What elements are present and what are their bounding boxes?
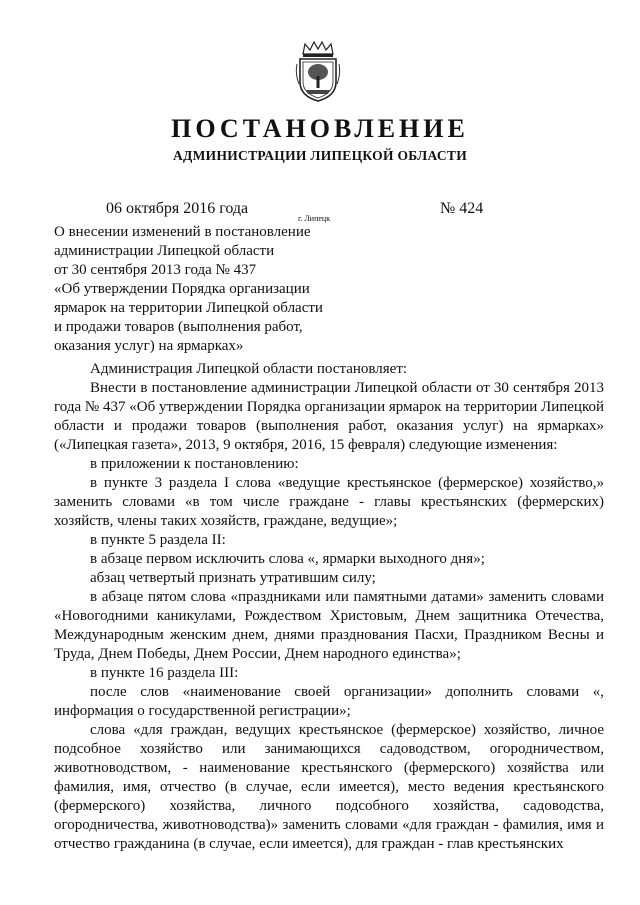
document-date: 06 октября 2016 года (106, 200, 249, 217)
body-paragraph: Внести в постановление администрации Липецкой области от 30 сентября 2013 года № 437 «Об утверждении Порядка организации ярмарок на территории Липецкой области и продажи товаров (выполнения работ, оказания услуг) на ярмарках» («Липецкая газета», 2013, 9 октября, 2016, 15 февраля) следующие изменения: (54, 380, 604, 453)
subject-line: оказания услуг) на ярмарках» (54, 338, 244, 354)
document-city: г. Липецк (298, 214, 331, 223)
document-subtitle: АДМИНИСТРАЦИИ ЛИПЕЦКОЙ ОБЛАСТИ (172, 148, 468, 163)
body-paragraph: слова «для граждан, ведущих крестьянское (фермерское) хозяйство, личное подсобное хозяйство или занимающихся садоводством, огородничеством, животноводством, - наименование крестьянского (фермерского) хозяйства или фамилия, имя, отчество (в случае, если имеется), место ведения крестьянского (фермерского) хозяйства, личного подсобного хозяйства, садоводства, огородничества, животноводства)» заменить словами «для граждан - фамилия, имя и отчество гражданина (в случае, если имеется), для граждан - глав крестьянских (54, 722, 604, 852)
document-title: ПОСТАНОВЛЕНИЕ (171, 114, 469, 143)
subject-line: администрации Липецкой области (54, 243, 275, 259)
subject-line: О внесении изменений в постановление (54, 224, 311, 240)
subject-line: от 30 сентября 2013 года № 437 (54, 262, 257, 278)
body-paragraph: после слов «наименование своей организации» дополнить словами «, информация о государственной регистрации»; (54, 684, 604, 719)
subject-line: ярмарок на территории Липецкой области (54, 300, 323, 316)
body-paragraph: в абзаце пятом слова «праздниками или памятными датами» заменить словами «Новогодними каникулами, Рождеством Христовым, Днем защитника Отечества, Международным женским днем, днями празднования Пасхи, Праздником Весны и Труда, Днем Победы, Днем России, Днем народного единства»; (54, 589, 604, 662)
document-subject (54, 223, 354, 356)
coat-of-arms-emblem (295, 40, 341, 102)
subject-line: и продажи товаров (выполнения работ, (54, 319, 303, 335)
body-paragraph: в пункте 5 раздела II: (90, 532, 226, 548)
document-number: № 424 (440, 200, 484, 217)
body-paragraph: в абзаце первом исключить слова «, ярмарки выходного дня»; (90, 551, 485, 567)
body-paragraph: Администрация Липецкой области постановляет: (90, 361, 408, 377)
body-paragraph: в пункте 16 раздела III: (90, 665, 239, 681)
subject-line: «Об утверждении Порядка организации (54, 281, 310, 297)
document-body (54, 360, 604, 854)
body-paragraph: абзац четвертый признать утратившим силу; (90, 570, 376, 586)
body-paragraph: в приложении к постановлению: (90, 456, 299, 472)
body-paragraph: в пункте 3 раздела I слова «ведущие крестьянское (фермерское) хозяйство,» заменить словами «в том числе граждане - главы крестьянских (фермерских) хозяйств, члены таких хозяйств, граждане, ведущие»; (54, 475, 604, 529)
